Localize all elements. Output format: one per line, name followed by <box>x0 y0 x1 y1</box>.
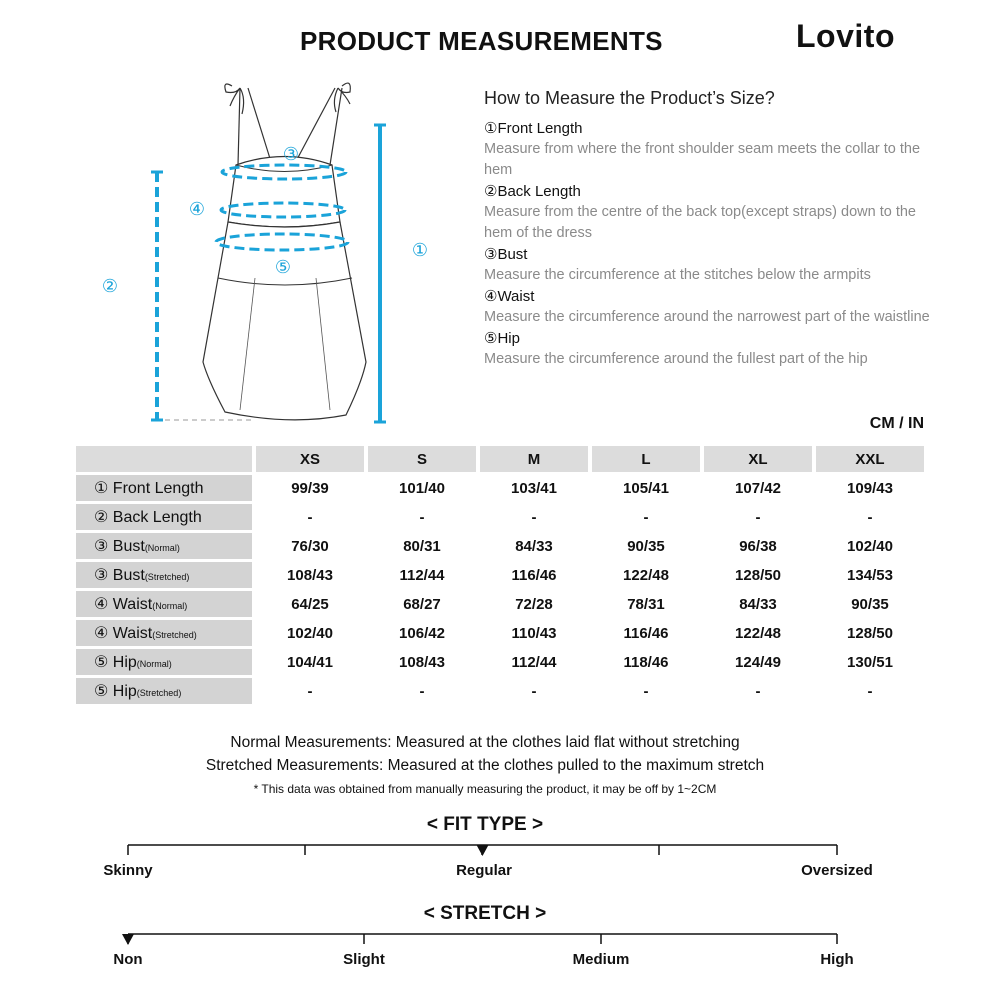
stretch-label-high: High <box>820 951 854 968</box>
table-row <box>76 475 924 501</box>
table-cell: - <box>592 678 700 704</box>
table-cell: 76/30 <box>256 533 364 559</box>
table-cell: 101/40 <box>368 475 476 501</box>
fit-label-oversized: Oversized <box>801 862 873 879</box>
size-header: XXL <box>816 446 924 472</box>
table-cell: 134/53 <box>816 562 924 588</box>
table-cell: - <box>704 678 812 704</box>
brand-logo: Lovito <box>796 18 895 54</box>
table-cell: - <box>592 504 700 530</box>
disclaimer-note: * This data was obtained from manually measuring the product, it may be off by 1~2CM <box>253 782 717 796</box>
table-row <box>76 533 924 559</box>
table-cell: 122/48 <box>704 620 812 646</box>
row-label <box>76 678 252 704</box>
table-cell: - <box>256 504 364 530</box>
table-cell: 104/41 <box>256 649 364 675</box>
table-cell: 99/39 <box>256 475 364 501</box>
table-cell: 103/41 <box>480 475 588 501</box>
fit-type-title: < FIT TYPE > <box>426 814 544 835</box>
row-label <box>76 533 252 559</box>
table-cell: 105/41 <box>592 475 700 501</box>
table-row <box>76 591 924 617</box>
table-cell: 106/42 <box>368 620 476 646</box>
measure-description: Measure the circumference around the narrowest part of the waistline <box>484 309 930 325</box>
table-cell: - <box>256 678 364 704</box>
table-cell: 102/40 <box>256 620 364 646</box>
row-label-qualifier: (Stretched) <box>136 688 182 698</box>
table-cell: 108/43 <box>368 649 476 675</box>
row-label-text: ④ Waist <box>94 596 153 613</box>
table-cell: - <box>816 678 924 704</box>
row-label <box>76 475 252 501</box>
measure-heading: ①Front Length <box>484 120 583 137</box>
measure-item-back-length <box>484 181 944 244</box>
table-cell: 84/33 <box>704 591 812 617</box>
row-label-text: ⑤ Hip <box>94 683 137 700</box>
row-label-text: ① Front Length <box>94 480 204 497</box>
measure-item-bust <box>484 244 944 286</box>
row-label-qualifier: (Normal) <box>136 659 172 669</box>
measure-heading: ③Bust <box>484 246 528 263</box>
table-cell: 124/49 <box>704 649 812 675</box>
table-cell: 122/48 <box>592 562 700 588</box>
table-cell: 130/51 <box>816 649 924 675</box>
table-cell: 78/31 <box>592 591 700 617</box>
row-label-text: ③ Bust <box>94 567 145 584</box>
table-cell: - <box>368 678 476 704</box>
marker-waist: ④ <box>188 199 206 220</box>
table-row <box>76 562 924 588</box>
table-cell: 112/44 <box>368 562 476 588</box>
table-cell: 80/31 <box>368 533 476 559</box>
stretch-label-slight: Slight <box>343 951 385 968</box>
table-cell: - <box>368 504 476 530</box>
row-label-qualifier: (Normal) <box>144 543 180 553</box>
table-body <box>76 475 924 704</box>
row-label-qualifier: (Stretched) <box>144 572 190 582</box>
table-cell: 128/50 <box>816 620 924 646</box>
table-row <box>76 504 924 530</box>
table-cell: 116/46 <box>592 620 700 646</box>
table-cell: - <box>480 504 588 530</box>
dress-skirt <box>203 222 366 420</box>
measure-description: Measure from the centre of the back top(except straps) down to the hem of the dress <box>484 204 916 241</box>
table-cell: 90/35 <box>816 591 924 617</box>
table-cell: 64/25 <box>256 591 364 617</box>
fit-type-scale <box>0 838 1000 858</box>
how-to-measure <box>484 88 944 370</box>
units-label: CM / IN <box>869 415 924 432</box>
row-label-text: ⑤ Hip <box>94 654 137 671</box>
row-label-qualifier: (Stretched) <box>152 630 197 640</box>
table-cell: 84/33 <box>480 533 588 559</box>
stretched-measurement-note: Stretched Measurements: Measured at the clothes pulled to the maximum stretch <box>205 757 765 774</box>
row-label-text: ④ Waist <box>94 625 153 642</box>
measure-description: Measure the circumference at the stitches below the armpits <box>484 267 871 283</box>
stretch-scale <box>0 927 1000 947</box>
table-cell: 107/42 <box>704 475 812 501</box>
measure-item-front-length <box>484 118 944 181</box>
measure-item-waist <box>484 286 944 328</box>
measure-item-hip <box>484 328 944 370</box>
measure-heading: ④Waist <box>484 288 535 305</box>
row-label-qualifier: (Normal) <box>152 601 188 611</box>
size-table <box>72 443 928 707</box>
row-label <box>76 591 252 617</box>
size-header: L <box>592 446 700 472</box>
measure-description: Measure from where the front shoulder seam meets the collar to the hem <box>484 141 921 178</box>
table-cell: 118/46 <box>592 649 700 675</box>
table-cell: - <box>816 504 924 530</box>
how-to-title: How to Measure the Product’s Size? <box>484 88 775 108</box>
marker-back-length: ② <box>101 276 119 297</box>
normal-measurement-note: Normal Measurements: Measured at the clothes laid flat without stretching <box>230 734 740 751</box>
marker-bust: ③ <box>282 144 300 165</box>
fit-label-skinny: Skinny <box>103 862 153 879</box>
table-cell: 68/27 <box>368 591 476 617</box>
table-cell: 116/46 <box>480 562 588 588</box>
size-header: M <box>480 446 588 472</box>
size-header: XL <box>704 446 812 472</box>
marker-hip: ⑤ <box>274 257 292 278</box>
table-row <box>76 649 924 675</box>
table-cell: 108/43 <box>256 562 364 588</box>
table-cell: - <box>480 678 588 704</box>
table-cell: - <box>704 504 812 530</box>
table-row <box>76 678 924 704</box>
measure-heading: ⑤Hip <box>484 330 520 347</box>
row-label <box>76 504 252 530</box>
table-row <box>76 620 924 646</box>
page-title: PRODUCT MEASUREMENTS <box>300 26 663 56</box>
marker-front-length: ① <box>411 240 429 261</box>
fit-indicator-icon <box>477 845 489 856</box>
table-corner <box>76 446 252 472</box>
table-cell: 72/28 <box>480 591 588 617</box>
table-cell: 128/50 <box>704 562 812 588</box>
row-label <box>76 620 252 646</box>
table-cell: 110/43 <box>480 620 588 646</box>
stretch-title: < STRETCH > <box>423 903 547 924</box>
row-label <box>76 562 252 588</box>
stretch-indicator-icon <box>122 934 134 945</box>
table-cell: 90/35 <box>592 533 700 559</box>
table-cell: 96/38 <box>704 533 812 559</box>
fit-label-regular: Regular <box>456 862 512 879</box>
measure-heading: ②Back Length <box>484 183 581 200</box>
size-header: XS <box>256 446 364 472</box>
table-cell: 112/44 <box>480 649 588 675</box>
table-cell: 102/40 <box>816 533 924 559</box>
row-label-text: ③ Bust <box>94 538 145 555</box>
row-label-text: ② Back Length <box>94 509 202 526</box>
table-header-row <box>76 446 924 472</box>
stretch-label-medium: Medium <box>572 951 630 968</box>
measure-description: Measure the circumference around the fullest part of the hip <box>484 351 868 367</box>
table-cell: 109/43 <box>816 475 924 501</box>
row-label <box>76 649 252 675</box>
dress-diagram <box>90 70 450 430</box>
stretch-label-non: Non <box>113 951 143 968</box>
size-header: S <box>368 446 476 472</box>
